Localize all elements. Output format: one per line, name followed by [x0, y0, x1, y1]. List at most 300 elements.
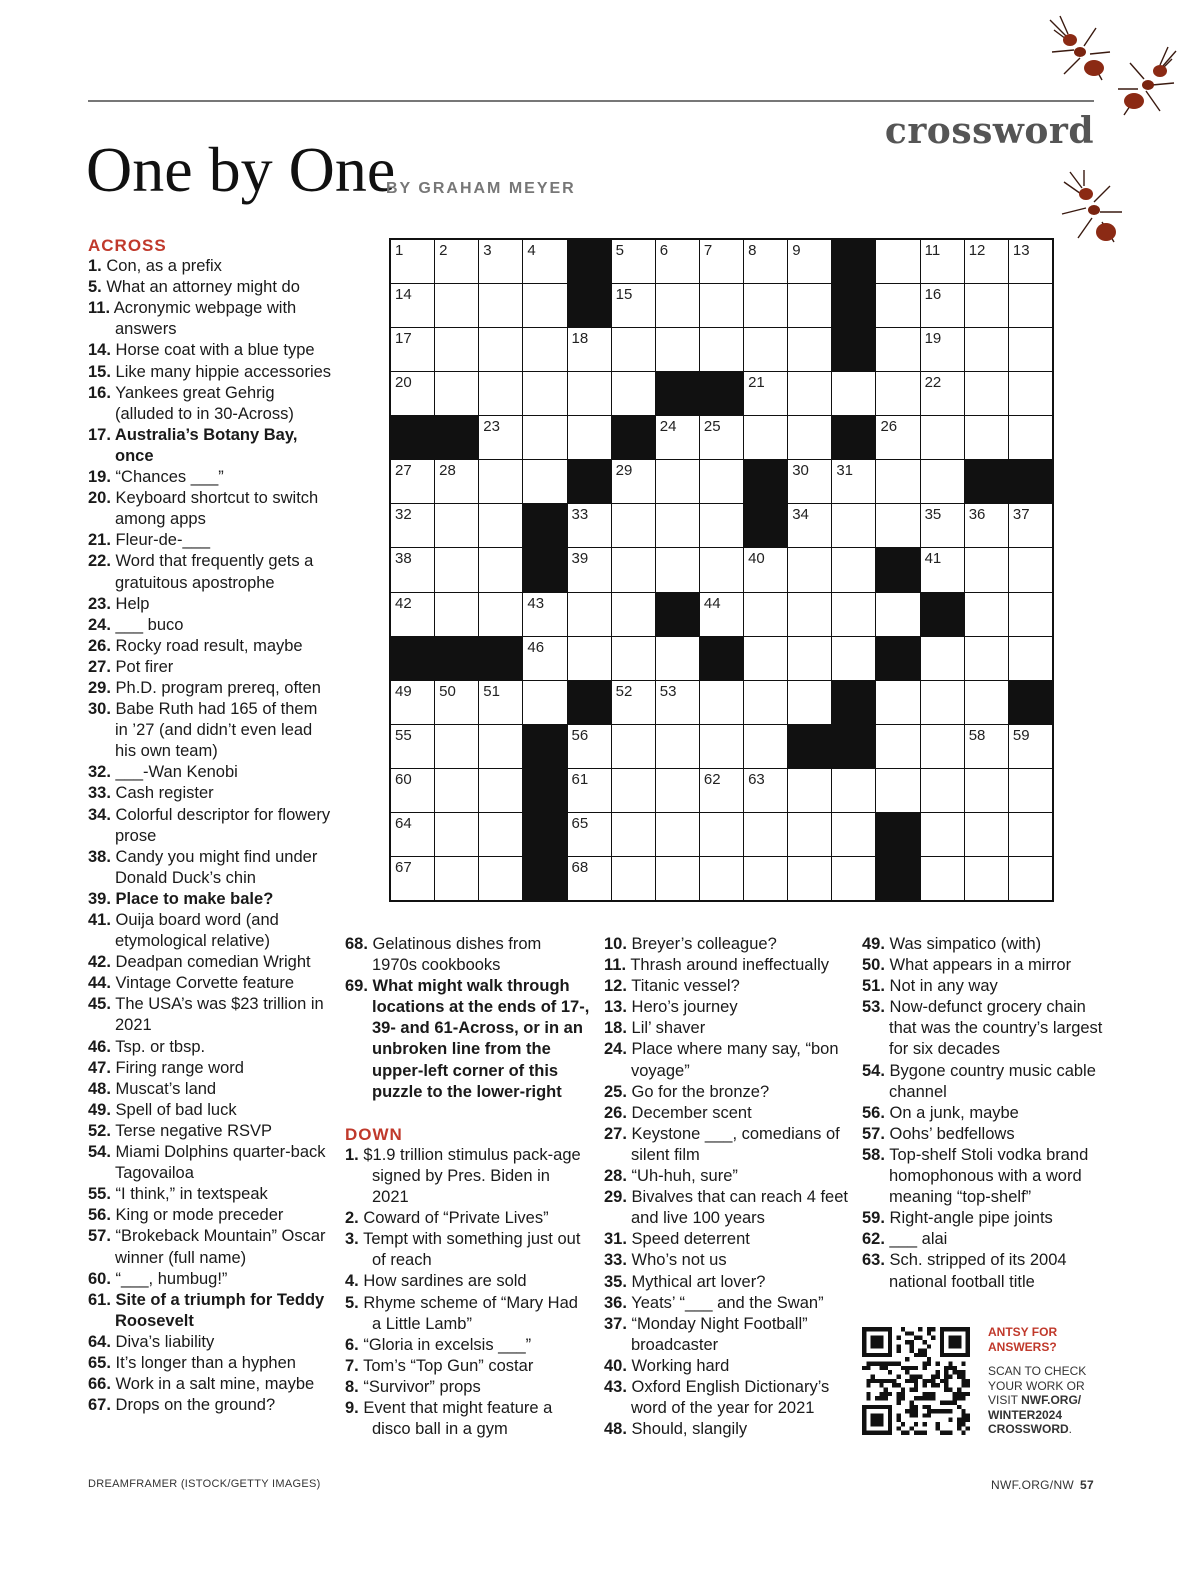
- grid-cell[interactable]: [876, 681, 919, 724]
- grid-cell[interactable]: [612, 460, 655, 503]
- cell-number: 6: [659, 242, 669, 259]
- grid-cell[interactable]: [523, 681, 566, 724]
- grid-cell[interactable]: [965, 857, 1008, 900]
- grid-cell[interactable]: [965, 681, 1008, 724]
- grid-cell[interactable]: [435, 769, 478, 812]
- clue-item: [604, 1039, 849, 1081]
- grid-cell[interactable]: [788, 240, 831, 283]
- grid-cell[interactable]: [744, 769, 787, 812]
- clue-item: [345, 976, 590, 1103]
- grid-cell[interactable]: [568, 725, 611, 768]
- grid-cell[interactable]: [700, 813, 743, 856]
- grid-cell[interactable]: [700, 857, 743, 900]
- clue-text: Help: [115, 594, 150, 613]
- clue-text: December scent: [631, 1103, 752, 1122]
- grid-cell[interactable]: [744, 284, 787, 327]
- grid-cell[interactable]: [612, 240, 655, 283]
- down-clues-col3: [604, 934, 849, 1440]
- clue-text: Now-defunct grocery chain that was the country’s largest for six decades: [889, 998, 1103, 1059]
- grid-cell[interactable]: [788, 416, 831, 459]
- grid-cell[interactable]: [700, 725, 743, 768]
- grid-cell[interactable]: [965, 372, 1008, 415]
- clue-text: Candy you might find under Donald Duck’s chin: [115, 847, 318, 887]
- clue-number: 2.: [345, 1209, 359, 1228]
- clue-number: 18.: [604, 1019, 627, 1038]
- grid-cell[interactable]: [523, 460, 566, 503]
- grid-cell[interactable]: [1009, 813, 1052, 856]
- grid-cell[interactable]: [656, 769, 699, 812]
- clue-item: [88, 277, 333, 298]
- ant-image: [1050, 168, 1130, 268]
- clue-text: Australia’s Botany Bay, once: [114, 425, 298, 465]
- clue-number: 64.: [88, 1332, 111, 1351]
- grid-cell[interactable]: [700, 681, 743, 724]
- grid-cell[interactable]: [391, 504, 434, 547]
- clue-text: Bygone country music cable channel: [889, 1061, 1096, 1101]
- grid-cell[interactable]: [744, 328, 787, 371]
- grid-cell[interactable]: [479, 857, 522, 900]
- clue-number: 47.: [88, 1058, 111, 1077]
- grid-cell[interactable]: [1009, 548, 1052, 591]
- grid-cell[interactable]: [612, 681, 655, 724]
- black-square: [568, 681, 611, 724]
- grid-cell[interactable]: [391, 548, 434, 591]
- grid-cell[interactable]: [832, 504, 875, 547]
- clue-item: [604, 1166, 849, 1187]
- grid-cell[interactable]: [1009, 240, 1052, 283]
- grid-cell[interactable]: [435, 725, 478, 768]
- black-square: [435, 416, 478, 459]
- clue-text: Oohs’ bedfellows: [889, 1124, 1015, 1143]
- grid-cell[interactable]: [479, 548, 522, 591]
- grid-cell[interactable]: [744, 813, 787, 856]
- grid-cell[interactable]: [1009, 637, 1052, 680]
- cell-number: 65: [571, 814, 589, 832]
- grid-cell[interactable]: [744, 372, 787, 415]
- clue-item: [862, 1145, 1107, 1208]
- grid-cell[interactable]: [612, 504, 655, 547]
- grid-cell[interactable]: [656, 504, 699, 547]
- grid-cell[interactable]: [479, 416, 522, 459]
- grid-cell[interactable]: [921, 857, 964, 900]
- grid-cell[interactable]: [788, 284, 831, 327]
- grid-cell[interactable]: [656, 548, 699, 591]
- grid-cell[interactable]: [832, 460, 875, 503]
- grid-cell[interactable]: [1009, 284, 1052, 327]
- grid-cell[interactable]: [656, 725, 699, 768]
- grid-cell[interactable]: [965, 593, 1008, 636]
- cell-number: 16: [924, 286, 942, 304]
- grid-cell[interactable]: [788, 504, 831, 547]
- grid-cell[interactable]: [921, 460, 964, 503]
- clue-number: 37.: [604, 1314, 627, 1333]
- grid-cell[interactable]: [568, 813, 611, 856]
- clue-number: 51.: [862, 977, 885, 996]
- grid-cell[interactable]: [656, 284, 699, 327]
- grid-cell[interactable]: [788, 857, 831, 900]
- grid-cell[interactable]: [479, 813, 522, 856]
- clue-item: [88, 488, 333, 530]
- grid-cell[interactable]: [744, 725, 787, 768]
- cell-number: 15: [615, 286, 633, 304]
- grid-cell[interactable]: [832, 593, 875, 636]
- grid-cell[interactable]: [523, 637, 566, 680]
- grid-cell[interactable]: [568, 328, 611, 371]
- footer-right: [991, 1478, 1094, 1492]
- clue-text: Breyer’s colleague?: [631, 935, 777, 953]
- clue-text: Place where many say, “bon voyage”: [631, 1040, 839, 1080]
- grid-cell[interactable]: [921, 284, 964, 327]
- clue-text: ___-Wan Kenobi: [115, 763, 238, 782]
- grid-cell[interactable]: [479, 460, 522, 503]
- cell-number: 55: [395, 726, 412, 744]
- grid-cell[interactable]: [479, 372, 522, 415]
- clue-number: 66.: [88, 1375, 111, 1394]
- grid-cell[interactable]: [391, 593, 434, 636]
- grid-cell[interactable]: [656, 813, 699, 856]
- grid-cell[interactable]: [700, 416, 743, 459]
- grid-cell[interactable]: [700, 548, 743, 591]
- black-square: [744, 504, 787, 547]
- grid-cell[interactable]: [612, 857, 655, 900]
- clue-item: [88, 467, 333, 488]
- top-rule: [88, 100, 1094, 102]
- clue-number: 55.: [88, 1185, 111, 1204]
- grid-cell[interactable]: [656, 681, 699, 724]
- grid-cell[interactable]: [656, 857, 699, 900]
- answers-box: [988, 1325, 1108, 1437]
- grid-cell[interactable]: [700, 284, 743, 327]
- clue-item: [88, 1226, 333, 1268]
- grid-cell[interactable]: [744, 548, 787, 591]
- grid-cell[interactable]: [656, 637, 699, 680]
- grid-cell[interactable]: [876, 725, 919, 768]
- grid-cell[interactable]: [612, 548, 655, 591]
- grid-cell[interactable]: [832, 813, 875, 856]
- clue-number: 24.: [604, 1040, 627, 1059]
- grid-cell[interactable]: [700, 328, 743, 371]
- grid-cell[interactable]: [700, 460, 743, 503]
- grid-cell[interactable]: [1009, 725, 1052, 768]
- clue-number: 9.: [345, 1398, 359, 1417]
- grid-cell[interactable]: [1009, 416, 1052, 459]
- cell-number: 23: [483, 418, 500, 436]
- cell-number: 19: [924, 330, 942, 348]
- clue-item: [604, 1250, 849, 1271]
- grid-cell[interactable]: [568, 857, 611, 900]
- clue-number: 13.: [604, 998, 627, 1017]
- grid-cell[interactable]: [479, 593, 522, 636]
- grid-cell[interactable]: [391, 681, 434, 724]
- grid-cell[interactable]: [788, 328, 831, 371]
- grid-cell[interactable]: [1009, 857, 1052, 900]
- grid-cell[interactable]: [435, 372, 478, 415]
- grid-cell[interactable]: [965, 548, 1008, 591]
- cell-number: 28: [439, 462, 456, 480]
- grid-cell[interactable]: [391, 769, 434, 812]
- black-square: [656, 593, 699, 636]
- cell-number: 27: [395, 462, 412, 480]
- clue-text: What might walk through locations at the ends of 17-, 39- and 61-Across, or in an unbroken line from the upper-left corner of this puzzle to the lower-right: [372, 977, 590, 1101]
- grid-cell[interactable]: [788, 637, 831, 680]
- clue-text: Acronymic webpage with answers: [113, 299, 297, 339]
- grid-cell[interactable]: [744, 681, 787, 724]
- grid-cell[interactable]: [435, 240, 478, 283]
- grid-cell[interactable]: [568, 593, 611, 636]
- grid-cell[interactable]: [876, 328, 919, 371]
- cell-number: 5: [615, 242, 624, 259]
- grid-cell[interactable]: [744, 857, 787, 900]
- grid-cell[interactable]: [479, 240, 522, 283]
- grid-cell[interactable]: [921, 416, 964, 459]
- grid-cell[interactable]: [479, 284, 522, 327]
- across-heading: ACROSS: [88, 236, 167, 255]
- clue-text: Work in a salt mine, maybe: [115, 1375, 315, 1394]
- black-square: [568, 460, 611, 503]
- clue-item: [345, 1229, 590, 1271]
- black-square: [744, 460, 787, 503]
- clue-text: “I think,” in textspeak: [115, 1185, 268, 1204]
- grid-cell[interactable]: [700, 769, 743, 812]
- cell-number: 26: [880, 418, 898, 436]
- grid-cell[interactable]: [656, 240, 699, 283]
- clue-number: 26.: [604, 1103, 627, 1122]
- grid-cell[interactable]: [921, 813, 964, 856]
- clue-number: 44.: [88, 974, 111, 993]
- grid-cell[interactable]: [523, 328, 566, 371]
- clue-item: [88, 1037, 333, 1058]
- grid-cell[interactable]: [832, 637, 875, 680]
- grid-cell[interactable]: [568, 416, 611, 459]
- grid-cell[interactable]: [479, 681, 522, 724]
- cell-number: 24: [659, 418, 677, 436]
- black-square: [832, 416, 875, 459]
- grid-cell[interactable]: [568, 548, 611, 591]
- grid-cell[interactable]: [523, 416, 566, 459]
- grid-cell[interactable]: [832, 857, 875, 900]
- clue-text: Not in any way: [889, 977, 998, 996]
- clue-number: 53.: [862, 998, 885, 1017]
- page-number: 57: [1080, 1478, 1094, 1492]
- grid-cell[interactable]: [876, 460, 919, 503]
- clue-item: [88, 1058, 333, 1079]
- grid-cell[interactable]: [523, 372, 566, 415]
- grid-cell[interactable]: [391, 857, 434, 900]
- grid-cell[interactable]: [656, 328, 699, 371]
- grid-cell[interactable]: [744, 593, 787, 636]
- grid-cell[interactable]: [612, 725, 655, 768]
- grid-cell[interactable]: [479, 769, 522, 812]
- clue-text: Cash register: [115, 784, 214, 803]
- grid-cell[interactable]: [832, 769, 875, 812]
- clue-item: [88, 1290, 333, 1332]
- grid-cell[interactable]: [612, 328, 655, 371]
- grid-cell[interactable]: [700, 240, 743, 283]
- clue-text: Babe Ruth had 165 of them in ’27 (and didn’t even lead his own team): [115, 700, 318, 761]
- grid-cell[interactable]: [876, 416, 919, 459]
- grid-cell[interactable]: [1009, 504, 1052, 547]
- clue-item: [345, 934, 590, 976]
- grid-cell[interactable]: [435, 460, 478, 503]
- grid-cell[interactable]: [523, 593, 566, 636]
- grid-cell[interactable]: [965, 416, 1008, 459]
- clue-text: “Survivor” props: [363, 1377, 481, 1396]
- black-square: [1009, 681, 1052, 724]
- clue-item: [604, 1314, 849, 1356]
- clue-text: “Gloria in excelsis ___”: [363, 1335, 532, 1354]
- grid-cell[interactable]: [744, 416, 787, 459]
- clue-number: 39.: [88, 889, 111, 908]
- cell-number: 7: [703, 242, 713, 259]
- grid-cell[interactable]: [788, 593, 831, 636]
- grid-cell[interactable]: [435, 328, 478, 371]
- grid-cell[interactable]: [479, 725, 522, 768]
- grid-cell[interactable]: [1009, 372, 1052, 415]
- grid-cell[interactable]: [1009, 769, 1052, 812]
- answers-link[interactable]: NWF.ORG/: [1021, 1393, 1082, 1407]
- qr-code[interactable]: [862, 1327, 970, 1435]
- grid-cell[interactable]: [744, 240, 787, 283]
- grid-cell[interactable]: [921, 637, 964, 680]
- grid-cell[interactable]: [612, 813, 655, 856]
- grid-cell[interactable]: [965, 769, 1008, 812]
- grid-cell[interactable]: [568, 637, 611, 680]
- grid-cell[interactable]: [391, 372, 434, 415]
- grid-cell[interactable]: [921, 725, 964, 768]
- clue-item: [604, 1272, 849, 1293]
- grid-cell[interactable]: [965, 725, 1008, 768]
- grid-cell[interactable]: [921, 769, 964, 812]
- grid-cell[interactable]: [921, 240, 964, 283]
- grid-cell[interactable]: [921, 504, 964, 547]
- clue-number: 35.: [604, 1272, 627, 1291]
- grid-cell[interactable]: [788, 372, 831, 415]
- grid-cell[interactable]: [876, 240, 919, 283]
- clue-text: Colorful descriptor for flowery prose: [115, 805, 331, 845]
- grid-cell[interactable]: [391, 240, 434, 283]
- grid-cell[interactable]: [876, 284, 919, 327]
- clue-number: 16.: [88, 383, 111, 402]
- grid-cell[interactable]: [612, 637, 655, 680]
- grid-cell[interactable]: [965, 637, 1008, 680]
- grid-cell[interactable]: [921, 681, 964, 724]
- grid-cell[interactable]: [612, 284, 655, 327]
- clue-item: [604, 1419, 849, 1440]
- grid-cell[interactable]: [435, 593, 478, 636]
- grid-cell[interactable]: [876, 504, 919, 547]
- cell-number: 30: [792, 462, 809, 480]
- grid-cell[interactable]: [876, 769, 919, 812]
- grid-cell[interactable]: [1009, 328, 1052, 371]
- grid-cell[interactable]: [744, 637, 787, 680]
- grid-cell[interactable]: [965, 284, 1008, 327]
- grid-cell[interactable]: [788, 460, 831, 503]
- grid-cell[interactable]: [921, 548, 964, 591]
- grid-cell[interactable]: [656, 416, 699, 459]
- grid-cell[interactable]: [391, 460, 434, 503]
- clue-number: 30.: [88, 700, 111, 719]
- grid-cell[interactable]: [568, 769, 611, 812]
- grid-cell[interactable]: [921, 372, 964, 415]
- clue-number: 17.: [88, 425, 111, 444]
- grid-cell[interactable]: [612, 593, 655, 636]
- grid-cell[interactable]: [391, 725, 434, 768]
- grid-cell[interactable]: [479, 328, 522, 371]
- grid-cell[interactable]: [788, 769, 831, 812]
- grid-cell[interactable]: [435, 504, 478, 547]
- clue-text: “Monday Night Football” broadcaster: [631, 1314, 808, 1354]
- grid-cell[interactable]: [832, 372, 875, 415]
- clue-item: [88, 762, 333, 783]
- grid-cell[interactable]: [612, 769, 655, 812]
- grid-cell[interactable]: [568, 372, 611, 415]
- clue-text: Oxford English Dictionary’s word of the year for 2021: [631, 1377, 830, 1418]
- grid-cell[interactable]: [832, 548, 875, 591]
- answers-link[interactable]: WINTER2024: [988, 1407, 1063, 1422]
- clue-number: 15.: [88, 362, 111, 381]
- clue-text: Right-angle pipe joints: [889, 1209, 1053, 1228]
- grid-cell[interactable]: [435, 857, 478, 900]
- black-square: [612, 416, 655, 459]
- black-square: [391, 637, 434, 680]
- clue-number: 61.: [88, 1290, 111, 1309]
- clue-text: Keystone ___, comedians of silent film: [631, 1124, 840, 1164]
- grid-cell[interactable]: [523, 240, 566, 283]
- clue-text: What appears in a mirror: [889, 956, 1072, 975]
- grid-cell[interactable]: [965, 328, 1008, 371]
- grid-cell[interactable]: [656, 460, 699, 503]
- grid-cell[interactable]: [788, 548, 831, 591]
- grid-cell[interactable]: [523, 284, 566, 327]
- grid-cell[interactable]: [1009, 593, 1052, 636]
- down-clues-col4: [862, 934, 1107, 1293]
- grid-cell[interactable]: [965, 240, 1008, 283]
- clue-number: 43.: [604, 1377, 627, 1396]
- clue-number: 7.: [345, 1356, 359, 1375]
- grid-cell[interactable]: [965, 813, 1008, 856]
- grid-cell[interactable]: [435, 284, 478, 327]
- grid-cell[interactable]: [435, 681, 478, 724]
- grid-cell[interactable]: [921, 328, 964, 371]
- grid-cell[interactable]: [479, 504, 522, 547]
- answers-link[interactable]: CROSSWORD: [988, 1422, 1069, 1436]
- grid-cell[interactable]: [876, 593, 919, 636]
- clue-number: 56.: [88, 1206, 111, 1225]
- clue-text: Site of a triumph for Teddy Roosevelt: [115, 1290, 325, 1330]
- clue-number: 59.: [862, 1209, 885, 1228]
- grid-cell[interactable]: [435, 548, 478, 591]
- grid-cell[interactable]: [788, 681, 831, 724]
- grid-cell[interactable]: [700, 504, 743, 547]
- grid-cell[interactable]: [700, 593, 743, 636]
- clue-item: [88, 952, 333, 973]
- grid-cell[interactable]: [391, 284, 434, 327]
- clue-text: Sch. stripped of its 2004 national football title: [889, 1251, 1067, 1291]
- grid-cell[interactable]: [391, 813, 434, 856]
- grid-cell[interactable]: [876, 372, 919, 415]
- grid-cell[interactable]: [788, 813, 831, 856]
- clue-item: [88, 973, 333, 994]
- clue-number: 32.: [88, 763, 111, 782]
- grid-cell[interactable]: [568, 504, 611, 547]
- grid-cell[interactable]: [612, 372, 655, 415]
- clue-number: 48.: [88, 1079, 111, 1098]
- grid-cell[interactable]: [965, 504, 1008, 547]
- cell-number: 38: [395, 550, 412, 568]
- clue-number: 21.: [88, 531, 111, 550]
- grid-cell[interactable]: [391, 328, 434, 371]
- grid-cell[interactable]: [435, 813, 478, 856]
